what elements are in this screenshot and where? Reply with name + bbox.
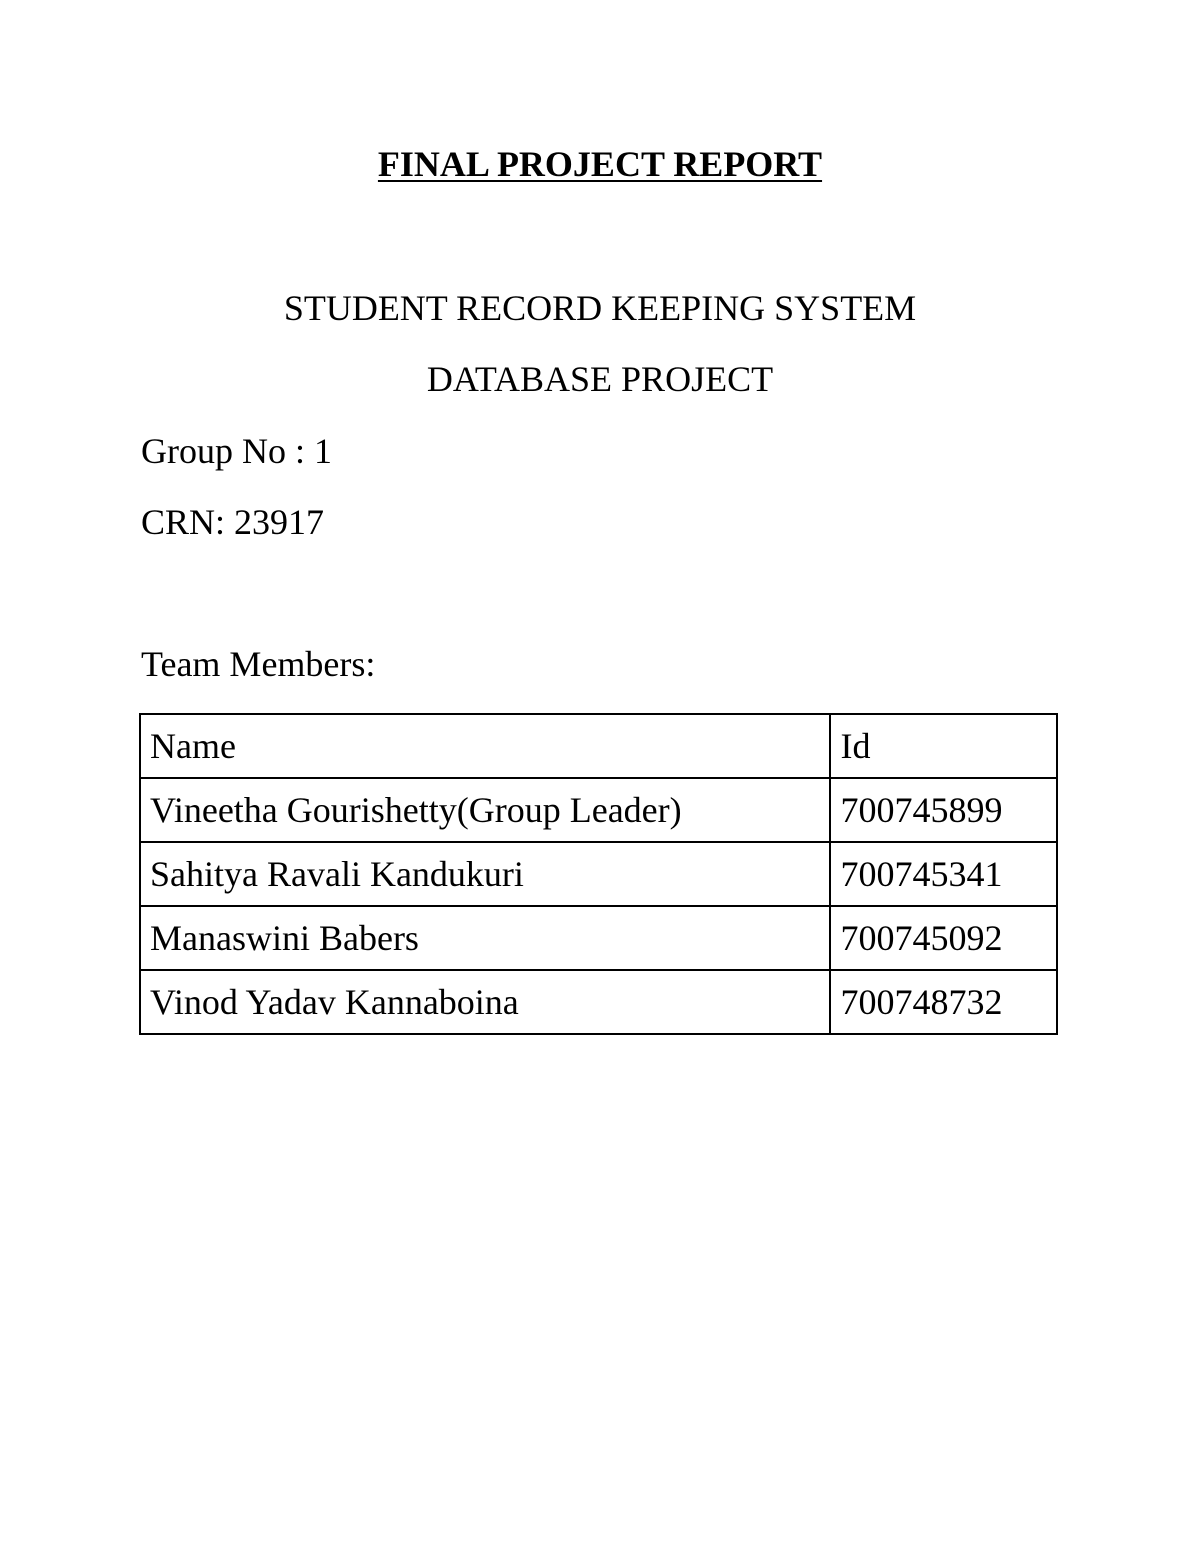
table-row [140, 778, 1057, 842]
header-id: Id [830, 714, 1057, 778]
report-title: FINAL PROJECT REPORT [377, 144, 823, 184]
table-row [140, 970, 1057, 1034]
member-name: Manaswini Babers [140, 906, 830, 970]
member-name: Sahitya Ravali Kandukuri [140, 842, 830, 906]
member-id: 700745341 [830, 842, 1057, 906]
header-name: Name [140, 714, 830, 778]
member-id: 700745899 [830, 778, 1057, 842]
team-members-table [139, 713, 1058, 1035]
member-name: Vineetha Gourishetty(Group Leader) [140, 778, 830, 842]
table-header-row [140, 714, 1057, 778]
group-number: Group No : 1 [141, 431, 332, 471]
project-title: STUDENT RECORD KEEPING SYSTEM [283, 288, 917, 328]
member-id: 700748732 [830, 970, 1057, 1034]
table-row [140, 906, 1057, 970]
member-name: Vinod Yadav Kannaboina [140, 970, 830, 1034]
team-members-label: Team Members: [141, 644, 376, 684]
crn-number: CRN: 23917 [141, 502, 325, 542]
table-row [140, 842, 1057, 906]
project-subtitle: DATABASE PROJECT [426, 359, 774, 399]
member-id: 700745092 [830, 906, 1057, 970]
